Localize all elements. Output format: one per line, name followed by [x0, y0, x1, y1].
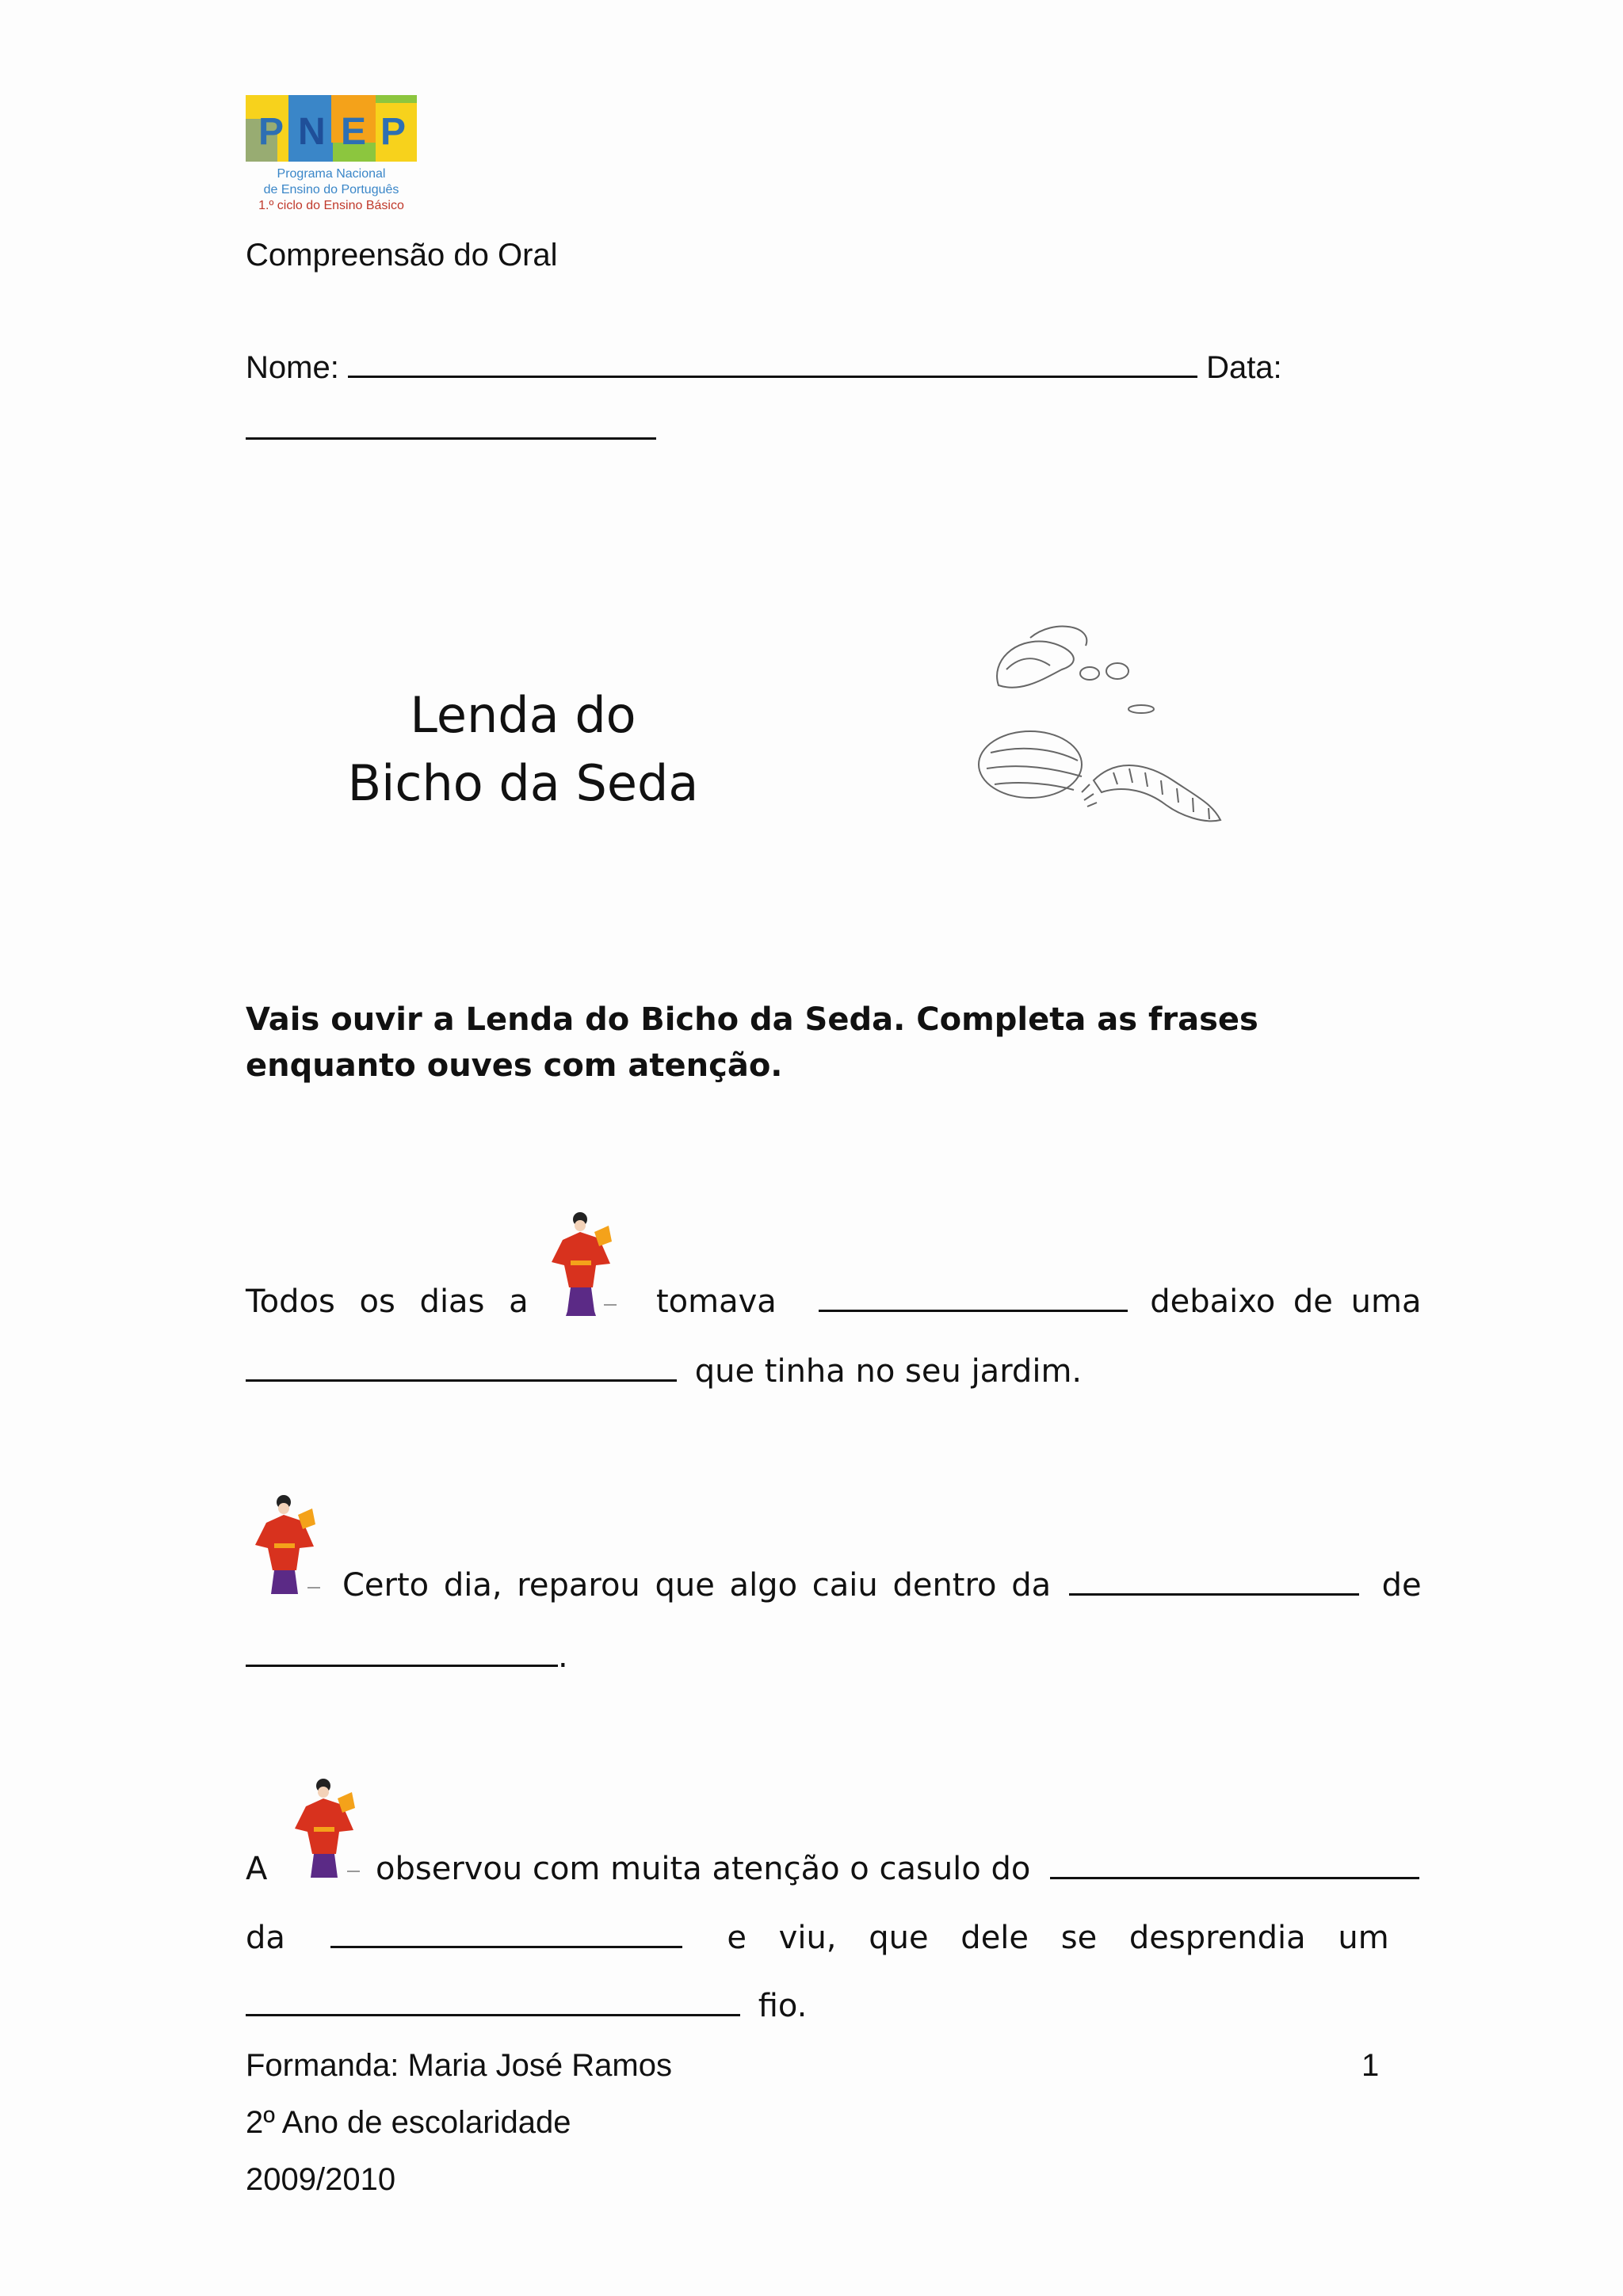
date-blank[interactable] [246, 437, 656, 440]
geisha-icon [547, 1208, 618, 1319]
story-title-line2: Bicho da Seda [347, 754, 699, 812]
sentence1-line1-right [656, 1283, 1421, 1320]
instructions: Vais ouvir a Lenda do Bicho da Seda. Completa as frases enquanto ouves com atenção. [246, 1001, 1258, 1084]
footer-author: Formanda: Maria José Ramos [246, 2048, 672, 2083]
sentence1-part-b: tomava [656, 1283, 777, 1320]
sentence1-blank1[interactable] [819, 1310, 1128, 1312]
sentence2-blank1[interactable] [1069, 1593, 1359, 1596]
sentence1-part-a: Todos os dias a [246, 1283, 529, 1320]
story-title-line1: Lenda do [410, 686, 636, 744]
name-date-row [246, 350, 1282, 386]
date-label: Data: [1206, 350, 1282, 385]
svg-text:N: N [298, 111, 326, 153]
pnep-logo-text: Programa Nacional de Ensino do Português 1.º ciclo do Ensino Básico [258, 167, 404, 212]
sentence1-line1 [246, 1283, 529, 1320]
footer-year: 2009/2010 [246, 2162, 396, 2197]
story-title [317, 681, 729, 818]
section-title: Compreensão do Oral [246, 238, 558, 273]
sentence3-blank1[interactable] [1050, 1877, 1419, 1879]
sentence1-blank2[interactable] [246, 1379, 677, 1382]
svg-text:P: P [380, 111, 407, 153]
svg-text:E: E [341, 111, 367, 153]
svg-text:P: P [258, 111, 285, 153]
sentence2-part-c: . [558, 1638, 568, 1675]
name-label: Nome: [246, 350, 339, 385]
sentence1-part-d: que tinha no seu jardim. [694, 1353, 1083, 1390]
geisha-icon [250, 1491, 322, 1602]
sentence1-part-c: debaixo de uma [1150, 1283, 1422, 1320]
silkworm-lifecycle-illustration [975, 622, 1236, 828]
sentence3-part-c: da [246, 1920, 285, 1956]
sentence3-part-b: observou com muita atenção o casulo do [376, 1851, 1031, 1887]
sentence2-part-b: de [1381, 1567, 1422, 1604]
sentence3-blank2[interactable] [330, 1946, 682, 1948]
sentence3-part-d: e viu, que dele se desprendia um [727, 1920, 1389, 1956]
sentence3-part-e: fio. [758, 1988, 808, 2024]
footer-grade: 2º Ano de escolaridade [246, 2105, 571, 2140]
sentence3-line1 [376, 1851, 1419, 1887]
name-blank[interactable] [348, 376, 1197, 378]
sentence2-line1 [342, 1567, 1422, 1604]
sentence3-line2 [246, 1920, 1389, 1956]
sentence1-line2 [246, 1353, 1082, 1390]
sentence3-blank3[interactable] [246, 2014, 740, 2016]
sentence3-line3 [246, 1988, 807, 2024]
sentence2-blank2[interactable] [246, 1665, 558, 1667]
sentence2-part-a: Certo dia, reparou que algo caiu dentro da [342, 1567, 1052, 1604]
sentence2-line2 [246, 1638, 568, 1675]
geisha-icon [290, 1775, 361, 1886]
pnep-logo-graphic [246, 95, 417, 162]
pnep-logo [246, 95, 417, 222]
sentence3-part-a: A [246, 1851, 268, 1887]
page-number: 1 [1361, 2048, 1380, 2083]
